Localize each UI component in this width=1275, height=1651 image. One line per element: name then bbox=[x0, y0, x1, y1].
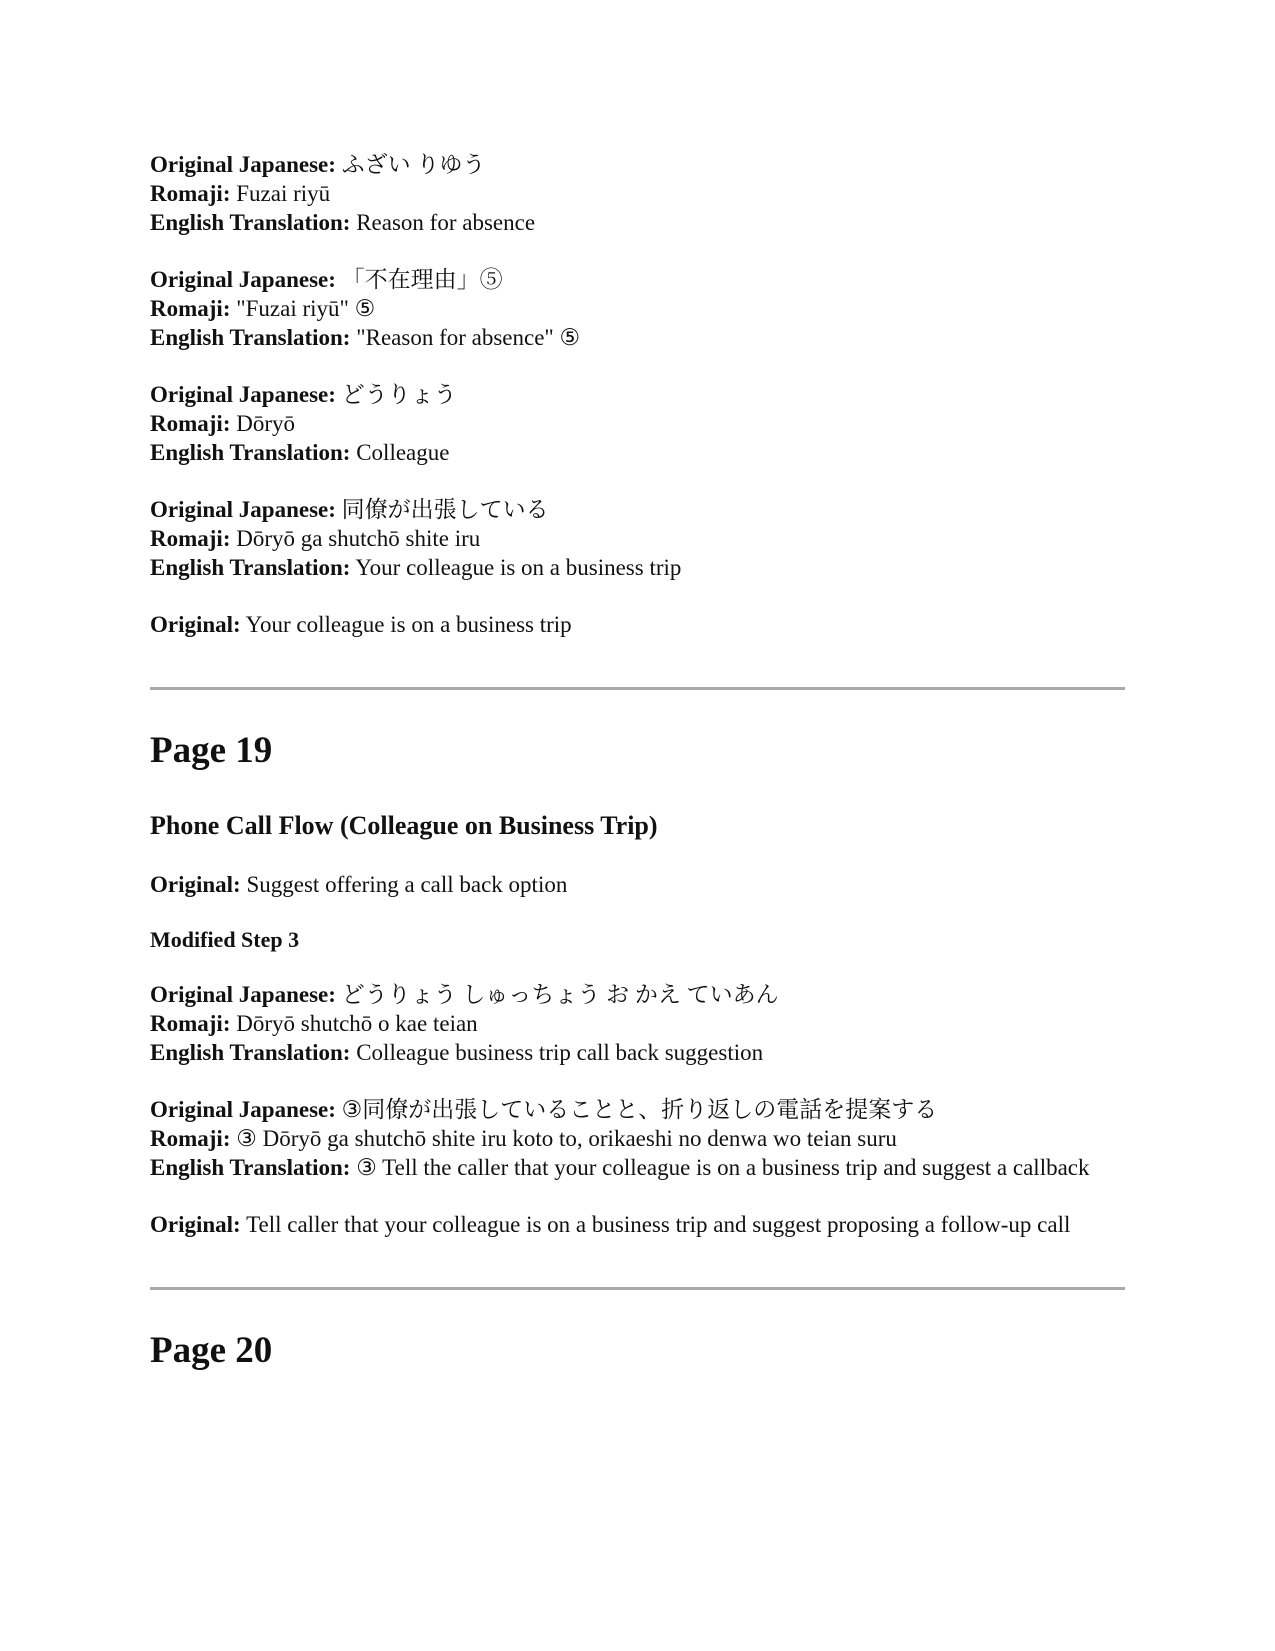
english-text: Colleague bbox=[356, 440, 450, 465]
japanese-line bbox=[150, 980, 1125, 1009]
romaji-text: Dōryō shutchō o kae teian bbox=[236, 1011, 478, 1036]
entry-block bbox=[150, 980, 1125, 1067]
romaji-text: Fuzai riyū bbox=[236, 181, 331, 206]
romaji-text: ③ Dōryō ga shutchō shite iru koto to, orikaeshi no denwa wo teian suru bbox=[236, 1126, 897, 1151]
japanese-text: どうりょう bbox=[341, 382, 457, 407]
japanese-text: 「不在理由」⑤ bbox=[341, 267, 503, 292]
entry-block bbox=[150, 150, 1125, 237]
document-content bbox=[150, 150, 1125, 1410]
japanese-line bbox=[150, 495, 1125, 524]
japanese-text: ふざい りゆう bbox=[341, 152, 486, 177]
label-original-japanese: Original Japanese: bbox=[150, 982, 336, 1007]
step-label: Modified Step 3 bbox=[150, 927, 300, 952]
japanese-line bbox=[150, 380, 1125, 409]
original-text: Suggest offering a call back option bbox=[246, 872, 568, 897]
label-english-translation: English Translation: bbox=[150, 555, 351, 580]
english-text: "Reason for absence" ⑤ bbox=[356, 325, 581, 350]
original-line bbox=[150, 610, 1125, 639]
english-text: ③ Tell the caller that your colleague is on a business trip and suggest a callback bbox=[356, 1155, 1090, 1180]
label-english-translation: English Translation: bbox=[150, 325, 351, 350]
label-english-translation: English Translation: bbox=[150, 1040, 351, 1065]
page-heading: Page 19 bbox=[150, 730, 273, 771]
japanese-text: ③同僚が出張していることと、折り返しの電話を提案する bbox=[341, 1097, 938, 1122]
japanese-line bbox=[150, 150, 1125, 179]
label-original: Original: bbox=[150, 612, 241, 637]
english-line bbox=[150, 438, 1125, 467]
english-line bbox=[150, 323, 1125, 352]
label-english-translation: English Translation: bbox=[150, 1155, 351, 1180]
english-line bbox=[150, 1153, 1125, 1182]
label-romaji: Romaji: bbox=[150, 1011, 231, 1036]
label-original-japanese: Original Japanese: bbox=[150, 152, 336, 177]
romaji-text: Dōryō ga shutchō shite iru bbox=[236, 526, 481, 551]
label-romaji: Romaji: bbox=[150, 296, 231, 321]
english-text: Reason for absence bbox=[356, 210, 536, 235]
english-line bbox=[150, 553, 1125, 582]
entry-block bbox=[150, 1095, 1125, 1182]
english-line bbox=[150, 208, 1125, 237]
original-outro-line bbox=[150, 1210, 1125, 1239]
entry-block bbox=[150, 380, 1125, 467]
page-heading: Page 20 bbox=[150, 1330, 273, 1371]
japanese-text: 同僚が出張している bbox=[341, 497, 549, 522]
original-text: Tell caller that your colleague is on a business trip and suggest proposing a follow-up call bbox=[246, 1212, 1071, 1237]
section-title: Phone Call Flow (Colleague on Business Trip) bbox=[150, 811, 658, 840]
romaji-line bbox=[150, 1009, 1125, 1038]
label-romaji: Romaji: bbox=[150, 181, 231, 206]
label-romaji: Romaji: bbox=[150, 411, 231, 436]
label-original-japanese: Original Japanese: bbox=[150, 267, 336, 292]
section-divider bbox=[150, 1287, 1125, 1290]
romaji-line bbox=[150, 1124, 1125, 1153]
romaji-line bbox=[150, 179, 1125, 208]
section-divider bbox=[150, 687, 1125, 690]
romaji-line bbox=[150, 524, 1125, 553]
label-english-translation: English Translation: bbox=[150, 440, 351, 465]
english-line bbox=[150, 1038, 1125, 1067]
romaji-line bbox=[150, 409, 1125, 438]
english-text: Colleague business trip call back suggestion bbox=[356, 1040, 764, 1065]
original-intro-line bbox=[150, 870, 1125, 899]
label-original-japanese: Original Japanese: bbox=[150, 497, 336, 522]
romaji-text: Dōryō bbox=[236, 411, 296, 436]
romaji-line bbox=[150, 294, 1125, 323]
label-english-translation: English Translation: bbox=[150, 210, 351, 235]
entry-block bbox=[150, 495, 1125, 582]
japanese-line bbox=[150, 1095, 1125, 1124]
label-original-japanese: Original Japanese: bbox=[150, 382, 336, 407]
label-original: Original: bbox=[150, 1212, 241, 1237]
japanese-text: どうりょう しゅっちょう お かえ ていあん bbox=[341, 982, 779, 1007]
japanese-line bbox=[150, 265, 1125, 294]
english-text: Your colleague is on a business trip bbox=[355, 555, 682, 580]
label-original: Original: bbox=[150, 872, 241, 897]
label-romaji: Romaji: bbox=[150, 526, 231, 551]
label-original-japanese: Original Japanese: bbox=[150, 1097, 336, 1122]
entry-block bbox=[150, 265, 1125, 352]
original-text: Your colleague is on a business trip bbox=[245, 612, 572, 637]
label-romaji: Romaji: bbox=[150, 1126, 231, 1151]
romaji-text: "Fuzai riyū" ⑤ bbox=[236, 296, 376, 321]
